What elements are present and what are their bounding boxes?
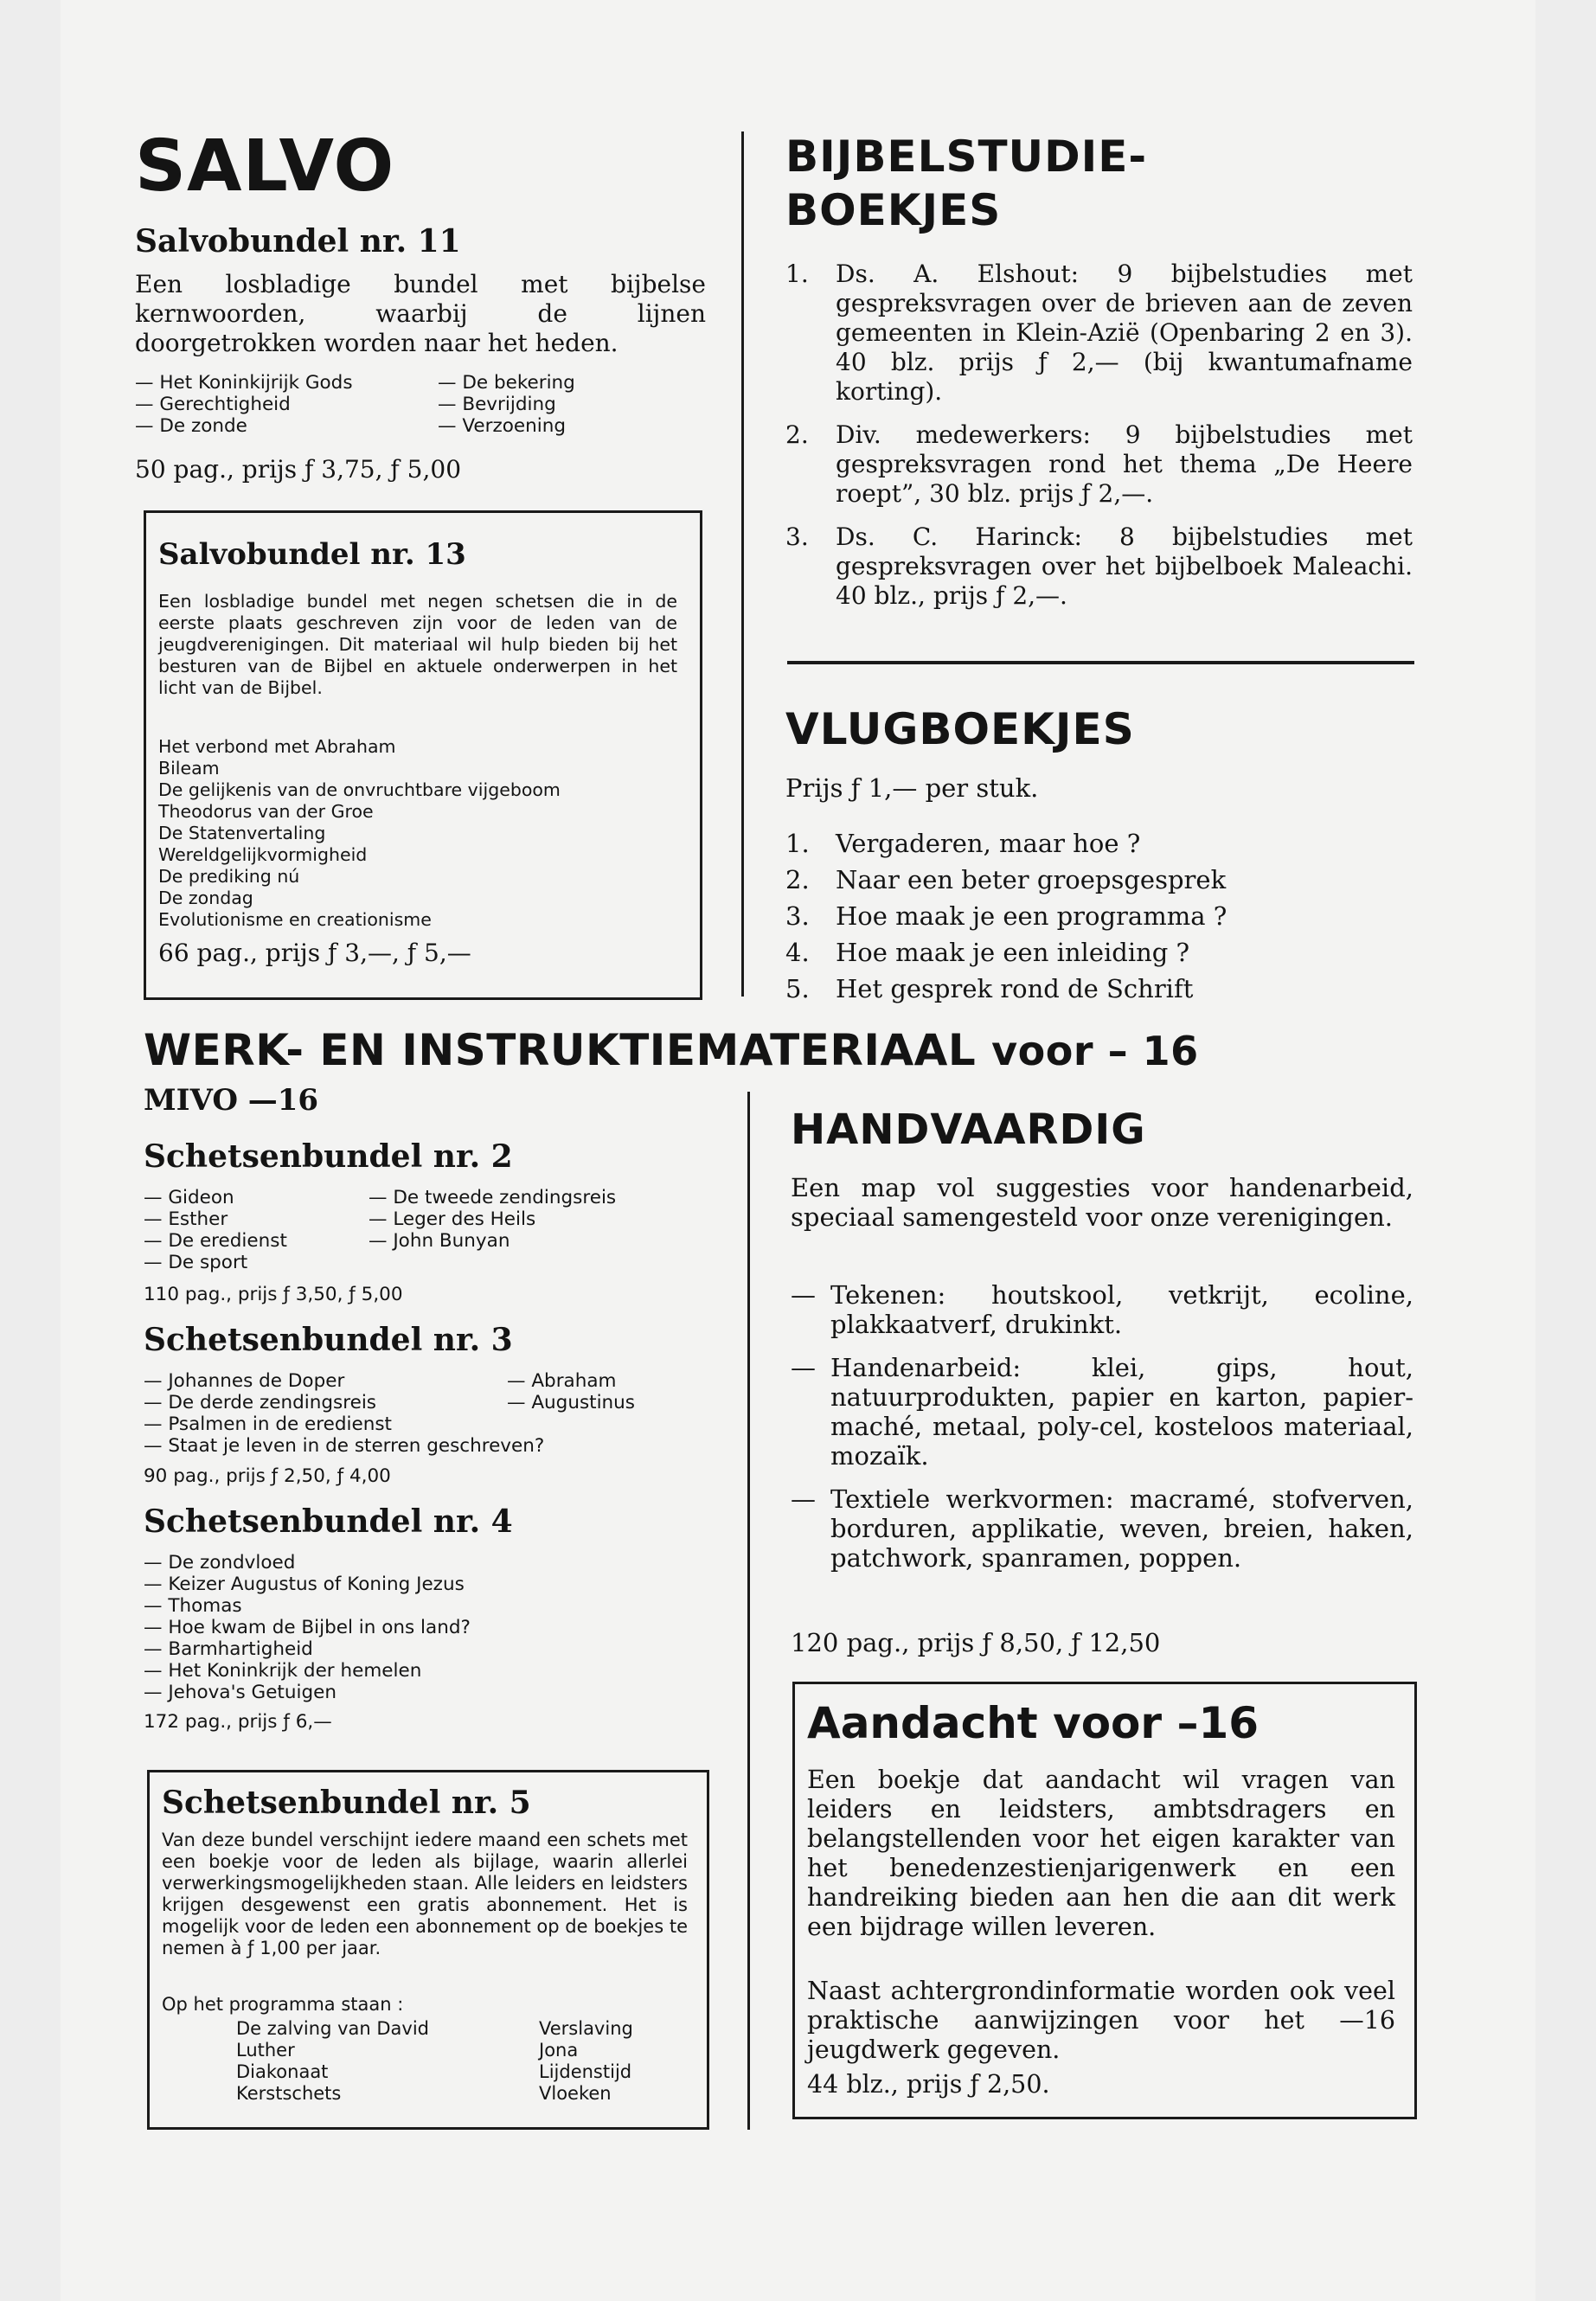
topic-item: — De zondvloed	[144, 1552, 296, 1574]
topic-item: De Statenvertaling	[158, 823, 326, 843]
salvobundel-13-box	[144, 510, 702, 1000]
program-item: Diakonaat	[236, 2061, 329, 2082]
salvobundel-13-title: Salvobundel nr. 13	[158, 537, 466, 572]
werk-heading-tail: voor – 16	[991, 1028, 1199, 1074]
list-number: 4.	[785, 938, 810, 967]
schetsenbundel-5-programma-label: Op het programma staan :	[162, 1994, 404, 2015]
vlugboekjes-heading: VLUGBOEKJES	[785, 704, 1135, 754]
list-item	[785, 971, 1413, 1007]
list-text: Ds. C. Harinck: 8 bijbelstudies met gespreksvragen over het bijbelboek Maleachi. 40 blz., prijs ƒ 2,—.	[836, 522, 1413, 610]
schetsenbundel-5-description: Van deze bundel verschijnt iedere maand een schets met een boekje voor de leden als bijlage, waarin allerlei verwerkingsmogelijkheden staan. Alle leiders en leidsters krijgen desgewenst een gratis abonnement. Het is mogelijk voor de leden een abonnement op de boekjes te nemen à ƒ 1,00 per jaar.	[162, 1830, 688, 1958]
list-item	[785, 934, 1413, 971]
salvo-heading: SALVO	[135, 125, 395, 208]
schetsenbundel-3-topics	[144, 1370, 749, 1457]
list-text: Vergaderen, maar hoe ?	[836, 829, 1141, 858]
program-item: Lijdenstijd	[539, 2061, 632, 2082]
list-dash: —	[791, 1353, 816, 1382]
topic-item: — De eredienst	[144, 1230, 287, 1252]
schetsenbundel-4-topics	[144, 1552, 749, 1703]
program-item: Jona	[539, 2040, 579, 2061]
topic-item: Wereldgelijkvormigheid	[158, 844, 368, 865]
handvaardig-price: 120 pag., prijs ƒ 8,50, ƒ 12,50	[791, 1628, 1161, 1657]
topic-item: — Esther	[144, 1208, 228, 1230]
topic-item: — De tweede zendingsreis	[369, 1187, 617, 1208]
topic-item: — De zonde	[135, 415, 247, 437]
topic-item: De zondag	[158, 888, 253, 908]
list-text: Hoe maak je een inleiding ?	[836, 938, 1190, 967]
topic-item: — Staat je leven in de sterren geschreven?	[144, 1435, 545, 1457]
list-item	[791, 1280, 1413, 1339]
handvaardig-intro: Een map vol suggesties voor handenarbeid, speciaal samengesteld voor onze verenigingen.	[791, 1173, 1413, 1232]
list-dash: —	[791, 1484, 816, 1514]
topic-item: — Het Koninkrijk der hemelen	[144, 1660, 422, 1682]
schetsenbundel-2-title: Schetsenbundel nr. 2	[144, 1138, 513, 1175]
column-divider-top	[741, 131, 744, 997]
list-number: 3.	[785, 522, 809, 551]
list-number: 1.	[785, 829, 810, 858]
topic-item: — Psalmen in de eredienst	[144, 1413, 392, 1435]
topic-item: — Het Koninkijrijk Gods	[135, 372, 353, 394]
program-item: De zalving van David	[236, 2018, 429, 2039]
list-item	[791, 1353, 1413, 1471]
schetsenbundel-5-title: Schetsenbundel nr. 5	[162, 1785, 531, 1821]
bijbelstudie-heading	[785, 130, 1147, 237]
topic-item: — De sport	[144, 1252, 248, 1273]
list-dash: —	[791, 1280, 816, 1310]
topic-item: — De bekering	[438, 372, 575, 394]
schetsenbundel-2-topics	[144, 1187, 749, 1273]
aandacht-box	[792, 1682, 1417, 2119]
topic-item: — Bevrijding	[438, 394, 556, 415]
list-number: 1.	[785, 260, 809, 288]
topic-item: — Thomas	[144, 1595, 242, 1617]
salvobundel-11-topics	[135, 372, 706, 437]
topic-item: — Abraham	[507, 1370, 617, 1392]
list-text: Div. medewerkers: 9 bijbelstudies met gespreksvragen rond het thema „De Heere roept”, 30 blz. prijs ƒ 2,—.	[836, 420, 1413, 508]
list-item	[785, 522, 1413, 611]
schetsenbundel-5-programma	[236, 2018, 686, 2105]
topic-item: — Hoe kwam de Bijbel in ons land?	[144, 1617, 471, 1638]
topic-item: — Keizer Augustus of Koning Jezus	[144, 1574, 465, 1595]
schetsenbundel-4-title: Schetsenbundel nr. 4	[144, 1503, 513, 1540]
program-item: Kerstschets	[236, 2083, 342, 2104]
list-number: 2.	[785, 420, 809, 449]
salvobundel-13-price: 66 pag., prijs ƒ 3,—, ƒ 5,—	[158, 939, 471, 967]
section-divider	[787, 661, 1414, 664]
program-item: Vloeken	[539, 2083, 612, 2104]
schetsenbundel-2-price: 110 pag., prijs ƒ 3,50, ƒ 5,00	[144, 1284, 403, 1305]
topic-item: Bileam	[158, 758, 220, 779]
list-text: Ds. A. Elshout: 9 bijbelstudies met gespreksvragen over de brieven aan de zeven gemeenten in Klein-Azië (Openbaring 2 en 3). 40 blz. prijs ƒ 2,— (bij kwantumafname korting).	[836, 260, 1413, 406]
list-text: Textiele werkvormen: macramé, stofverven, borduren, applikatie, weven, breien, haken, patchwork, spanramen, poppen.	[830, 1484, 1413, 1573]
bijbelstudie-heading-line1: BIJBELSTUDIE-	[785, 131, 1148, 182]
topic-item: Theodorus van der Groe	[158, 801, 374, 822]
handvaardig-heading: HANDVAARDIG	[791, 1106, 1146, 1154]
list-text: Tekenen: houtskool, vetkrijt, ecoline, plakkaatverf, drukinkt.	[830, 1280, 1413, 1339]
topic-item: — John Bunyan	[369, 1230, 510, 1252]
list-text: Handenarbeid: klei, gips, hout, natuurprodukten, papier en karton, papier-maché, metaal, poly-cel, kosteloos materiaal, mozaïk.	[830, 1353, 1413, 1471]
aandacht-price: 44 blz., prijs ƒ 2,50.	[807, 2070, 1050, 2099]
topic-item: — Gerechtigheid	[135, 394, 291, 415]
topic-item: — Augustinus	[507, 1392, 636, 1413]
topic-item: — Jehova's Getuigen	[144, 1682, 337, 1703]
werk-heading-main: WERK- EN INSTRUKTIEMATERIAAL	[144, 1025, 977, 1075]
bijbelstudie-list	[785, 260, 1413, 611]
list-item	[785, 825, 1413, 862]
aandacht-text-1: Een boekje dat aandacht wil vragen van leiders en leidsters, ambtsdragers en belangstellenden voor het eigen karakter van het benedenzestienjarigenwerk en een handreiking bieden aan hen die aan dit werk een bijdrage willen leveren.	[807, 1766, 1395, 1941]
list-item	[785, 420, 1413, 509]
list-item	[785, 862, 1413, 898]
program-item: Luther	[236, 2040, 295, 2061]
aandacht-text-2: Naast achtergrondinformatie worden ook veel praktische aanwijzingen voor het —16 jeugdwerk gegeven.	[807, 1977, 1395, 2064]
list-number: 3.	[785, 901, 810, 931]
topic-item: Het verbond met Abraham	[158, 736, 396, 757]
list-text: Hoe maak je een programma ?	[836, 901, 1227, 931]
topic-item: De gelijkenis van de onvruchtbare vijgeboom	[158, 779, 561, 800]
salvobundel-11-description: Een losbladige bundel met bijbelse kernwoorden, waarbij de lijnen doorgetrokken worden naar het heden.	[135, 270, 706, 357]
program-item: Verslaving	[539, 2018, 633, 2039]
list-text: Het gesprek rond de Schrift	[836, 974, 1194, 1003]
topic-item: Evolutionisme en creationisme	[158, 909, 432, 930]
werk-heading	[144, 1024, 1199, 1077]
vlugboekjes-price: Prijs ƒ 1,— per stuk.	[785, 773, 1039, 803]
salvobundel-11-title: Salvobundel nr. 11	[135, 223, 461, 260]
topic-item: De prediking nú	[158, 866, 300, 887]
salvobundel-13-description: Een losbladige bundel met negen schetsen die in de eerste plaats geschreven zijn voor de leden van de jeugdverenigingen. Dit materiaal wil hulp bieden bij het besturen van de Bijbel en aktuele onderwerpen in het licht van de Bijbel.	[158, 591, 677, 698]
bijbelstudie-heading-line2: BOEKJES	[785, 185, 1002, 235]
vlugboekjes-list	[785, 825, 1413, 1007]
schetsenbundel-4-price: 172 pag., prijs ƒ 6,—	[144, 1711, 332, 1733]
topic-item: — Barmhartigheid	[144, 1638, 313, 1660]
schetsenbundel-5-box	[147, 1770, 709, 2130]
list-text: Naar een beter groepsgesprek	[836, 865, 1227, 894]
list-item	[785, 260, 1413, 407]
list-number: 2.	[785, 865, 810, 894]
aandacht-title: Aandacht voor –16	[807, 1698, 1259, 1748]
catalog-page	[61, 0, 1535, 2301]
list-number: 5.	[785, 974, 810, 1003]
topic-item: — Verzoening	[438, 415, 566, 437]
list-item	[785, 898, 1413, 934]
topic-item: — De derde zendingsreis	[144, 1392, 377, 1413]
mivo-subtitle: MIVO —16	[144, 1083, 319, 1118]
salvobundel-13-topics	[158, 736, 686, 931]
topic-item: — Gideon	[144, 1187, 234, 1208]
list-item	[791, 1484, 1413, 1573]
salvobundel-11-price: 50 pag., prijs ƒ 3,75, ƒ 5,00	[135, 455, 462, 484]
schetsenbundel-3-price: 90 pag., prijs ƒ 2,50, ƒ 4,00	[144, 1465, 391, 1487]
handvaardig-list	[791, 1280, 1413, 1573]
topic-item: — Johannes de Doper	[144, 1370, 345, 1392]
topic-item: — Leger des Heils	[369, 1208, 536, 1230]
schetsenbundel-3-title: Schetsenbundel nr. 3	[144, 1322, 513, 1358]
